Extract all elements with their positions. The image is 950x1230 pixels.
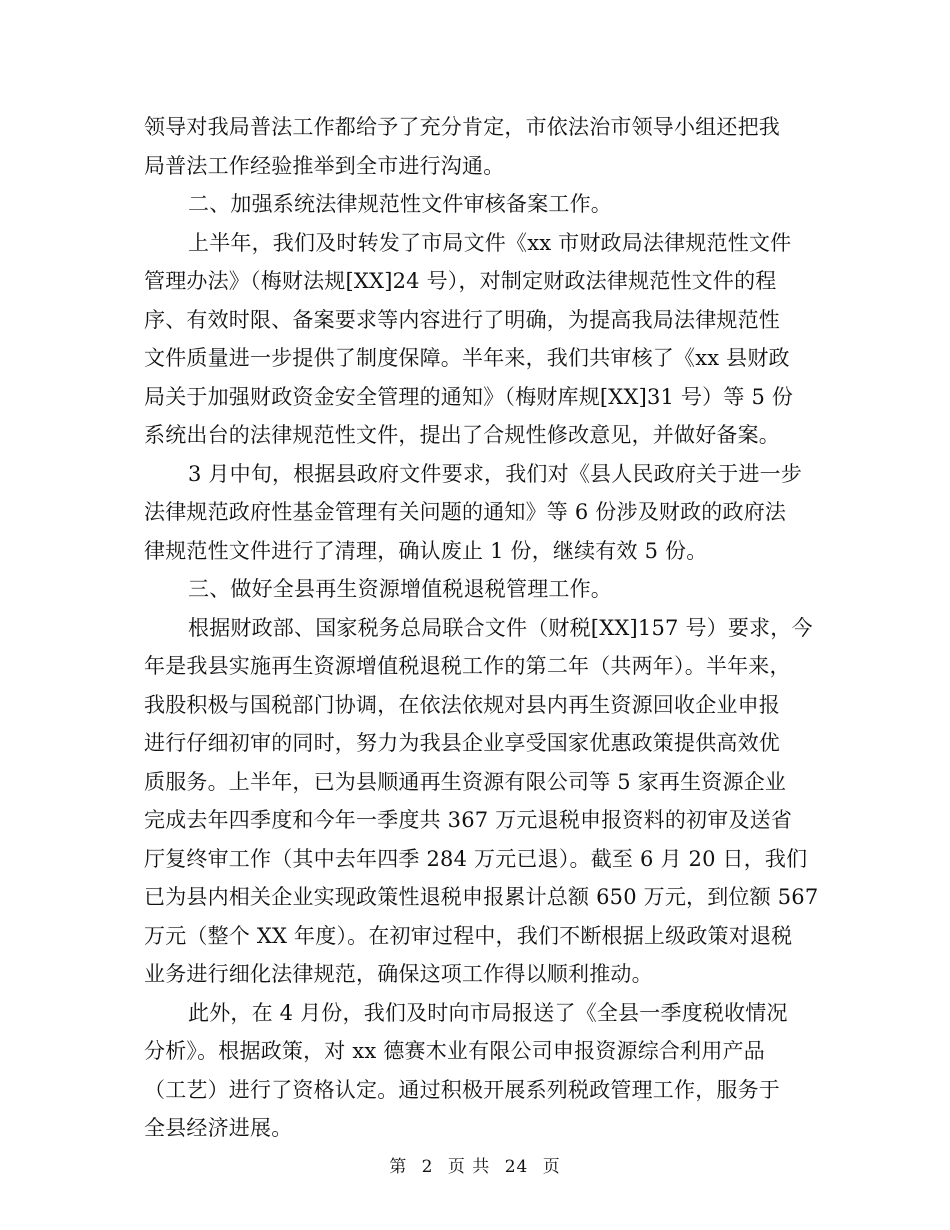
footer-prefix: 第: [389, 1157, 408, 1177]
page-footer: [0, 1152, 950, 1177]
text-line: （工艺）进行了资格认定。通过积极开展系列税政管理工作，服务于: [144, 1077, 780, 1102]
text-line: 完成去年四季度和今年一季度共 367 万元退税申报资料的初审及送省: [144, 808, 793, 832]
text-line: 3 月中旬，根据县政府文件要求，我们对《县人民政府关于进一步: [188, 461, 803, 486]
text-line: 序、有效时限、备案要求等内容进行了明确，为提高我局法律规范性: [144, 307, 780, 332]
section-heading: 二、加强系统法律规范性文件审核备案工作。: [188, 192, 612, 216]
text-line: 根据财政部、国家税务总局联合文件（财税[XX]157 号）要求，今: [188, 615, 813, 640]
text-line: 年是我县实施再生资源增值税退税工作的第二年（共两年）。半年来，: [144, 654, 791, 678]
footer-middle: 页 共: [447, 1157, 491, 1177]
text-line: 已为县内相关企业实现政策性退税申报累计总额 650 万元，到位额 567: [144, 885, 819, 909]
footer-suffix: 页: [542, 1157, 561, 1177]
text-line: 质服务。上半年，已为县顺通再生资源有限公司等 5 家再生资源企业: [144, 769, 787, 794]
total-pages: 24: [504, 1157, 529, 1177]
text-line: 文件质量进一步提供了制度保障。半年来，我们共审核了《xx 县财政: [144, 346, 790, 370]
text-line: 此外，在 4 月份，我们及时向市局报送了《全县一季度税收情况: [188, 1000, 788, 1025]
text-line: 进行仔细初审的同时，努力为我县企业享受国家优惠政策提供高效优: [144, 731, 780, 755]
text-line: 厅复终审工作（其中去年四季 284 万元已退）。截至 6 月 20 日，我们: [144, 846, 808, 871]
section-heading: 三、做好全县再生资源增值税退税管理工作。: [188, 577, 612, 601]
text-line: 法律规范政府性基金管理有关问题的通知》等 6 份涉及财政的政府法: [144, 500, 787, 524]
text-line: 领导对我局普法工作都给予了充分肯定，市依法治市领导小组还把我: [144, 115, 780, 139]
text-line: 上半年，我们及时转发了市局文件《xx 市财政局法律规范性文件: [188, 230, 792, 255]
text-line: 万元（整个 XX 年度）。在初审过程中，我们不断根据上级政策对退税: [144, 923, 793, 948]
document-body: [144, 108, 819, 1148]
page-number: 2: [421, 1157, 434, 1177]
text-line: 分析》。根据政策，对 xx 德赛木业有限公司申报资源综合利用产品: [144, 1039, 765, 1063]
text-line: 业务进行细化法律规范，确保这项工作得以顺利推动。: [144, 962, 653, 986]
text-line: 局关于加强财政资金安全管理的通知》（梅财库规[XX]31 号）等 5 份: [144, 384, 794, 409]
text-line: 局普法工作经验推举到全市进行沟通。: [144, 153, 505, 178]
text-line: 律规范性文件进行了清理，确认废止 1 份，继续有效 5 份。: [144, 538, 708, 563]
text-line: 全县经济进展。: [144, 1116, 293, 1140]
text-line: 我股积极与国税部门协调，在依法依规对县内再生资源回收企业申报: [144, 692, 780, 717]
text-line: 管理办法》（梅财法规[XX]24 号），对制定财政法律规范性文件的程: [144, 269, 777, 293]
text-line: 系统出台的法律规范性文件，提出了合规性修改意见，并做好备案。: [144, 423, 780, 447]
